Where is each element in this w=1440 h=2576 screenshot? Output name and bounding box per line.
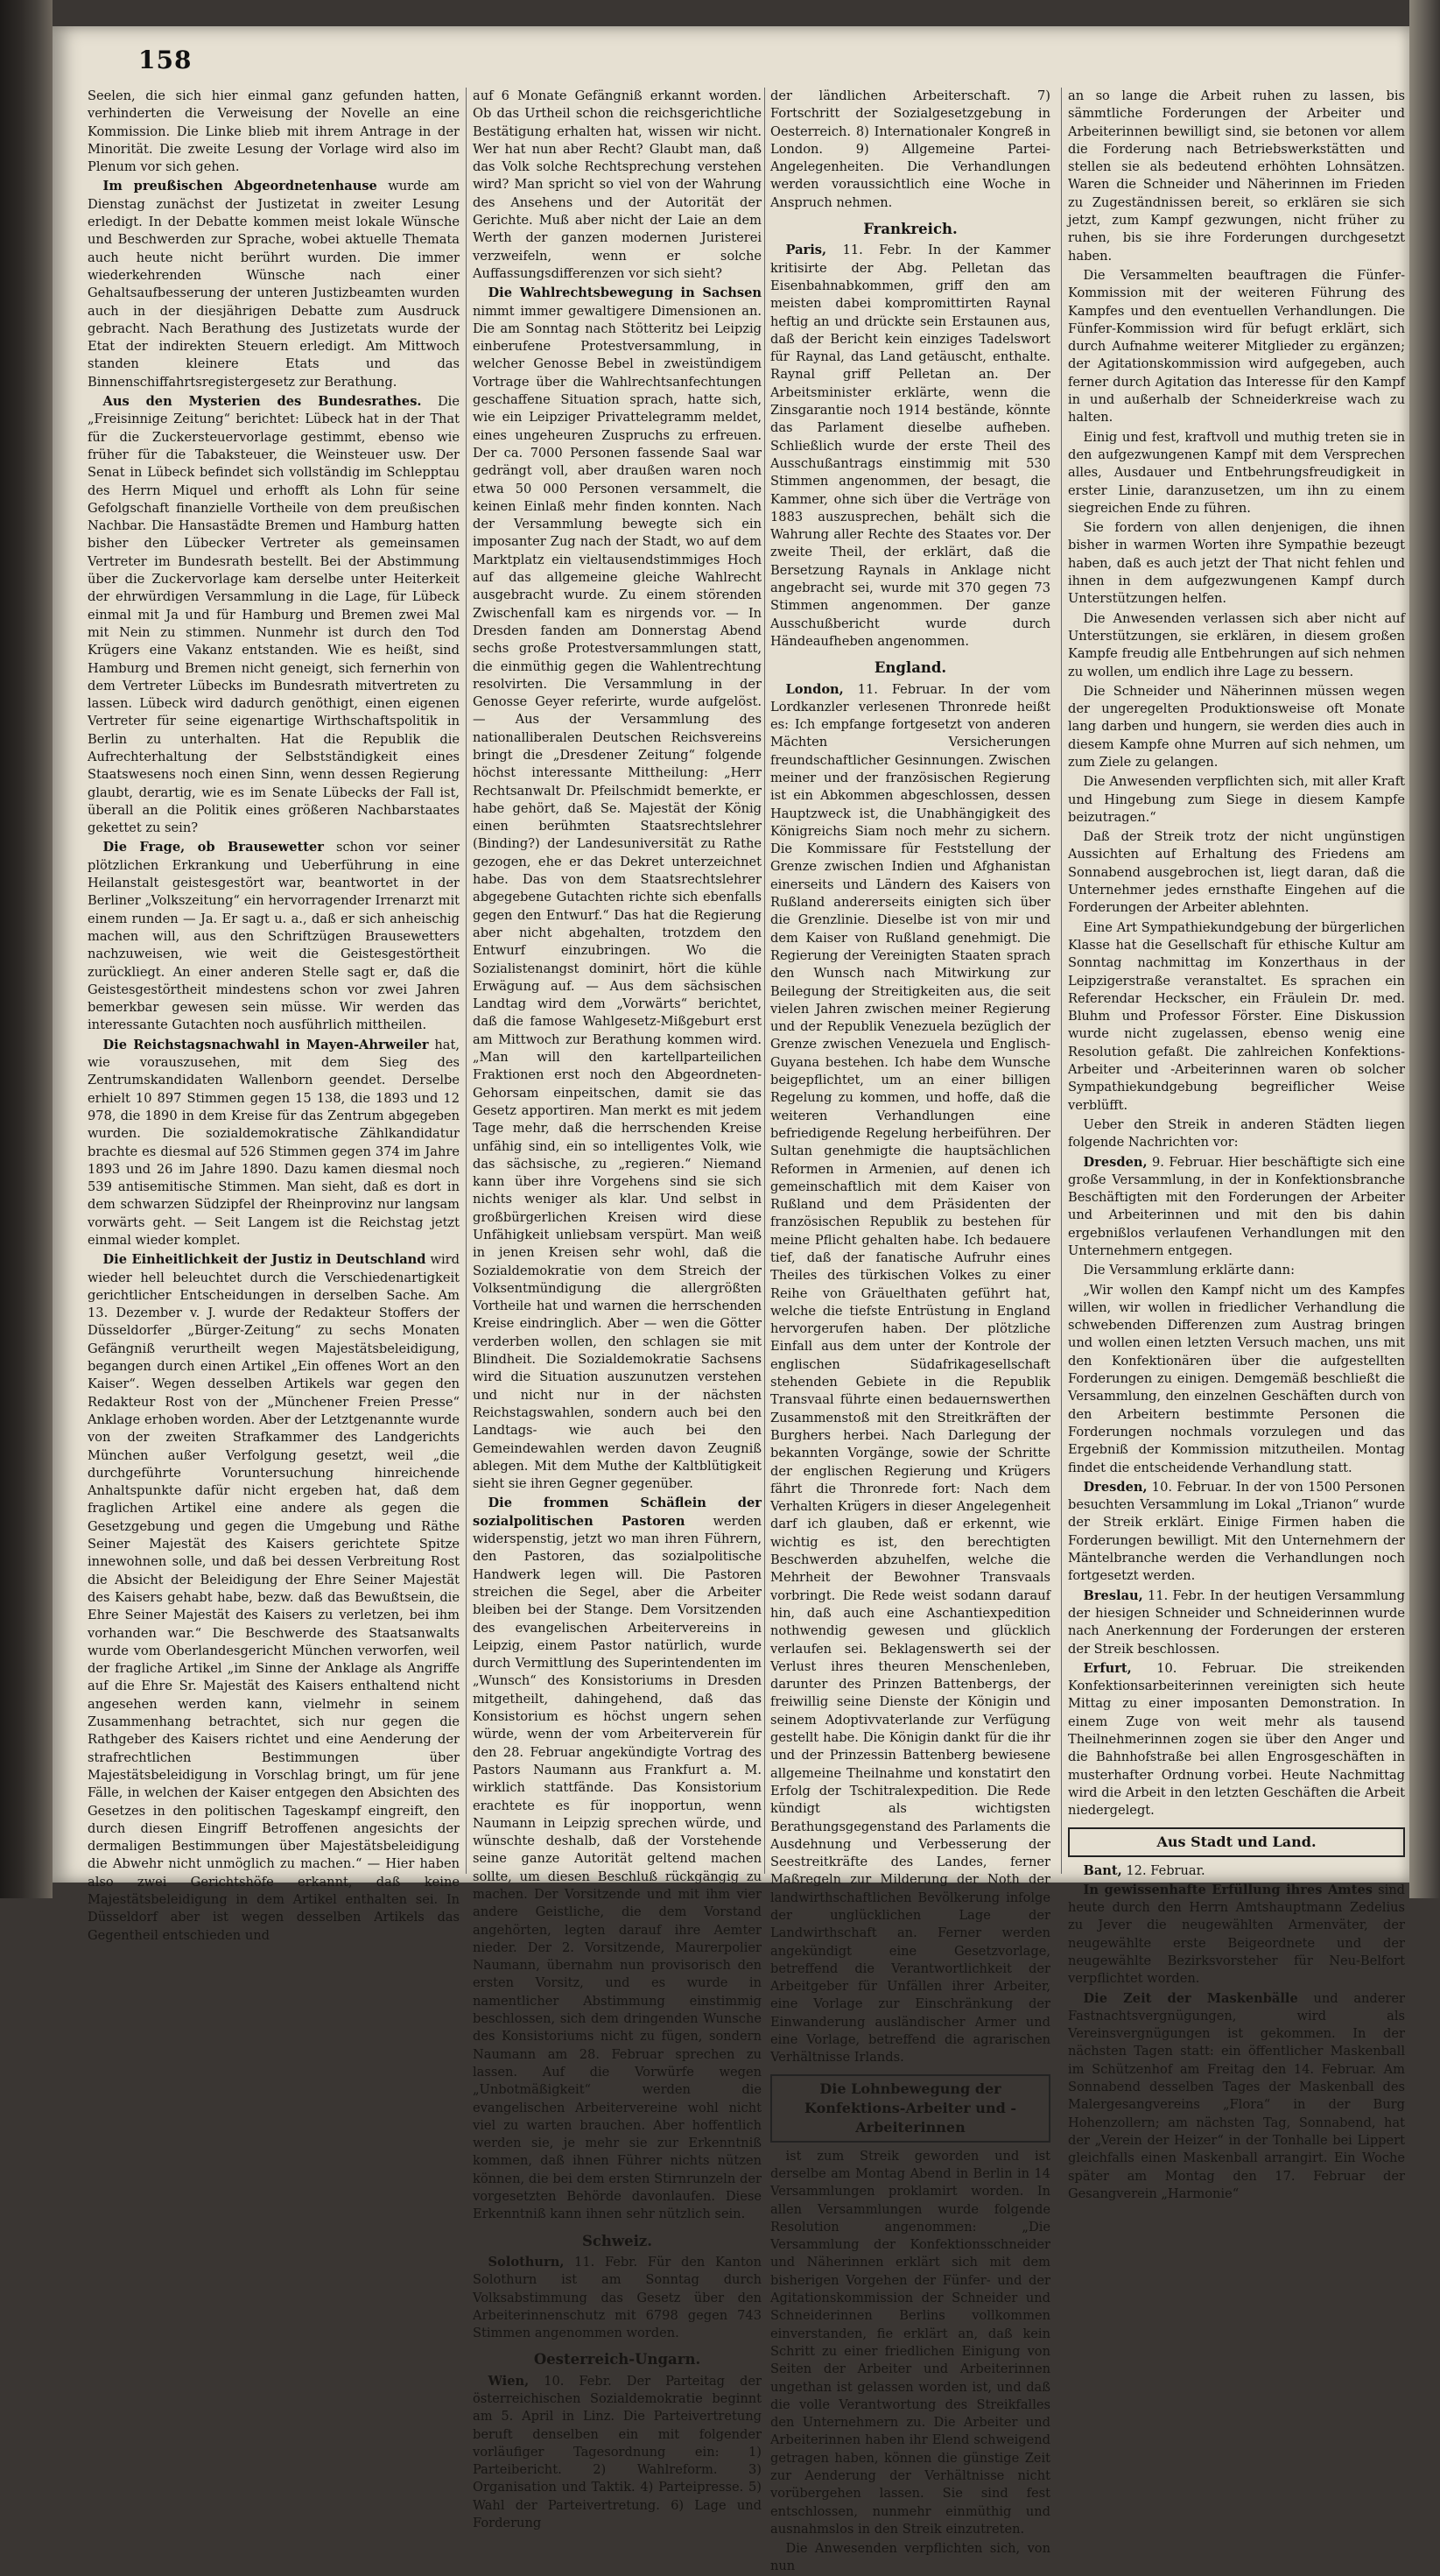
article-paragraph	[88, 88, 460, 176]
article-paragraph	[473, 88, 762, 283]
article-text: Die Versammlung erklärte dann:	[1083, 1263, 1295, 1278]
article-lead: Die Wahlrechtsbewegung in Sachsen	[488, 285, 762, 301]
column-rule	[466, 88, 467, 1874]
section-heading: Schweiz.	[581, 2232, 653, 2249]
article-lead: Wien,	[488, 2373, 530, 2389]
article-text: 10. Februar. In der von 1500 Personen besuchten Versammlung im Lokal „Trianon“ wurde der Streik erklärt. Einige Firmen haben die Forderungen bewilligt. Mit den Unternehmern der Mäntelbranche werden die Verhandlungen noch fortgesetzt werden.	[1068, 1479, 1405, 1584]
article-lead: Dresden,	[1083, 1479, 1148, 1495]
article-text: auf 6 Monate Gefängniß erkannt worden. Ob das Urtheil schon die reichsgerichtliche Bestätigung erhalten hat, wissen wir nicht. Wer hat nun aber Recht? Glaubt man, daß das Volk solche Rechtsprechung verstehen wird? Man spricht so viel von der Wahrung des Ansehens und der Autorität der Gerichte. Muß aber nicht der Laie an dem Werth der ganzen modernen Juristerei verzweifeln, wenn er solche Auffassungsdifferenzen vor sich sieht?	[473, 88, 762, 281]
article-text: Seelen, die sich hier einmal ganz gefunden hatten, verhinderten die Verweisung der Novelle an eine Kommission. Die Linke blieb mit ihrem Antrage in der Minorität. Die zweite Lesung der Vorlage wird also im Plenum vor sich gehen.	[88, 88, 460, 175]
article-lead: Dresden,	[1083, 1154, 1148, 1170]
article-text: Daß der Streik trotz der nicht ungünstigen Aussichten auf Erhaltung des Friedens am Sonnabend ausgebrochen ist, liegt daran, daß die Unternehmer jedes ernsthafte Eingehen auf die Forderungen der Arbeiter ablehnten.	[1068, 829, 1405, 916]
article-paragraph	[770, 681, 1050, 2067]
article-paragraph	[1068, 919, 1405, 1115]
article-paragraph	[1068, 429, 1405, 517]
article-paragraph	[770, 242, 1050, 651]
article-text: Die Schneider und Näherinnen müssen wegen der ungeregelten Produktionsweise oft Monate lang darben und hungern, sie werden dies auch in diesem Kampfe ohne Murren auf sich nehmen, um zum Ziele zu gelangen.	[1068, 683, 1405, 770]
article-paragraph	[88, 1251, 460, 1945]
article-lead: Erfurt,	[1083, 1660, 1132, 1676]
section-heading: England.	[874, 659, 947, 677]
article-lead: Bant,	[1083, 1862, 1122, 1878]
article-paragraph	[1068, 683, 1405, 771]
article-paragraph	[1068, 1282, 1405, 1477]
article-text: 9. Februar. Hier beschäftigte sich eine große Versammlung, in der in Konfektionsbranche Beschäftigten mit den Forderungen der Arbeiter und Arbeiterinnen und mit den bis dahin ergebnißlos verlaufenen Verhandlungen mit den Unternehmern entgegen.	[1068, 1154, 1406, 1258]
article-text: Sie fordern von allen denjenigen, die ihnen bisher in warmen Worten ihre Sympathie bezeugt haben, daß es auch jetzt der That nicht fehlen und ihnen in dem aufgezwungenen Kampf durch Unterstützungen helfen.	[1068, 520, 1405, 607]
article-paragraph	[1068, 519, 1405, 608]
article-paragraph	[1068, 1990, 1405, 2204]
article-text: 11. Februar. In der vom Lordkanzler verlesenen Thronrede heißt es: Ich empfange fortgesetzt von anderen Mächten Versicherungen freundschaftlicher Gesinnungen. Zwischen meiner und der französischen Regierung ist ein Abkommen abgeschlossen, dessen Hauptzweck ist, die Unabhängigkeit des Königreichs Siam noch mehr zu sichern. Die Kommissare für Feststellung der Grenze zwischen Indien und Afghanistan einerseits und Ländern des Kaisers von Rußland andererseits einigten sich über die Grenzlinie. Dieselbe ist von mir und dem Kaiser von Rußland genehmigt. Die Regierung der Vereinigten Staaten sprach den Wunsch nach Mitwirkung zur Beilegung der Streitigkeiten aus, die seit vielen Jahren zwischen meiner Regierung und der Republik Venezuela bezüglich der Grenze zwischen Venezuela und Englisch-Guyana bestehen. Ich habe dem Wunsche beigepflichtet, um an einer billigen Regelung zu kommen, und hoffe, daß die weiteren Verhandlungen eine befriedigende Regelung herbeiführen. Der Sultan genehmigte die hauptsächlichen Reformen in Armenien, auf denen ich gemeinschaftlich mit dem Kaiser von Rußland und dem Präsidenten der französischen Republik zu bestehen für meine Pflicht gehalten habe. Ich bedauere tief, daß der fanatische Aufruhr eines Theiles des türkischen Volkes zu einer Reihe von Gräuelthaten geführt hat, welche die tiefste Entrüstung in England hervorgerufen haben. Der plötzliche Einfall aus dem unter der Kontrole der englischen Südafrikagesellschaft stehenden Gebiete in die Republik Transvaal führte einen bedauernswerthen Zusammenstoß mit den Streitkräften der Burghers herbei. Nach Darlegung der bekannten Vorgänge, sowie der Schritte der englischen Regierung und Krügers fährt die Thronrede fort: Nach dem Verhalten Krügers in dieser Angelegenheit darf ich glauben, daß er erkennt, wie wichtig es ist, den berechtigten Beschwerden abzuhelfen, welche die Mehrheit der Bewohner Transvaals vorbringt. Die Rede weist sodann darauf hin, daß auch eine Aschantiexpedition nothwendig gewesen und glücklich verlaufen sei. Beklagenswerth sei der Verlust ihres theuren Menschenleben, darunter des Prinzen Battenbergs, der freiwillig seine Dienste der Königin und seinem Adoptivvaterlande zur Verfügung gestellt habe. Die Königin dankt für die ihr und der Prinzessin Battenberg bewiesene allgemeine Theilnahme und konstatirt den Erfolg der Tschitralexpedition. Die Rede kündigt als wichtigsten Berathungsgegenstand des Parlaments die Ausdehnung und Verbesserung der Seestreitkräfte des Landes, ferner Maßregeln zur Milderung der Noth der landwirthschaftlichen Bevölkerung infolge der unglücklichen Lage der Landwirthschaft an. Ferner werden angekündigt eine Gesetzvorlage, betreffend die Verantwortlichkeit der Arbeitgeber für Unfällen ihrer Arbeiter, eine Vorlage zur Einschränkung der Einwanderung ausländischer Armer und eine Vorlage, betreffend die agrarischen Verhältnisse Irlands.	[770, 681, 1050, 2066]
column-3	[770, 88, 1051, 2574]
article-lead: Die Einheitlichkeit der Justiz in Deutschland	[102, 1252, 426, 1268]
article-text: 10. Februar. Die streikenden Konfektionsarbeiterinnen vereinigten sich heute Mittag zu einer imposanten Demonstration. In einem Zuge von weit mehr als tausend Theilnehmerinnen zogen sie über den Anger und die Bahnhofstraße bei allen Engrosgeschäften in musterhafter Ordnung vorbei. Heute Nachmittag wird die Arbeit in den letzten Geschäften die Arbeit niedergelegt.	[1068, 1660, 1406, 1819]
article-text: werden widerspenstig, jetzt wo man ihren Führern, den Pastoren, das sozialpolitische Handwerk legen will. Die Pastoren streichen die Segel, aber die Arbeiter bleiben bei der Stange. Dem Vorsitzenden des evangelischen Arbeitervereins in Leipzig, einem Pastor natürlich, wurde durch Vermittlung des Superintendenten im „Wunsch“ des Konsistoriums in Dresden mitgetheilt, dahingehend, daß das Konsistorium es höchst ungern sehen würde, wenn der vom Arbeiterverein für den 28. Februar angekündigte Vortrag des Pastors Naumann aus Frankfurt a. M. wirklich stattfände. Das Konsistorium erachtete es für inopportun, wenn Naumann in Leipzig sprechen würde, und wünschte deshalb, daß der Vorstehende seine ganze Autorität geltend machen sollte, um diesen Beschluß rückgängig zu machen. Der Vorsitzende und mit ihm vier andere Geistliche, die dem Vorstand angehörten, legten darauf ihre Aemter nieder. Der 2. Vorsitzende, Maurerpolier Naumann, übernahm nun provisorisch den ersten Vorsitz, und es wurde in namentlicher Abstimmung einstimmig beschlossen, sich dem dringenden Wunsche des Konsistoriums nicht zu fügen, sondern Naumann am 28. Februar sprechen zu lassen. Auf die Vorwürfe wegen „Unbotmäßigkeit“ werden die evangelischen Arbeitervereine wohl nicht viel zu warten brauchen. Aber hoffentlich werden sie, je mehr sie zur Erkenntniß kommen, daß ihnen Führer nichts nützen können, die bei dem ersten Stirnrunzeln der vorgesetzten Behörde davonlaufen. Diese Erkenntniß kann ihnen sehr nützlich sein.	[473, 1513, 762, 2222]
column-2	[473, 88, 762, 2531]
book-spine	[0, 0, 53, 1898]
article-paragraph	[473, 285, 762, 1493]
article-text: 12. Februar.	[1126, 1862, 1205, 1878]
article-paragraph	[1068, 1154, 1405, 1261]
article-text: Die Versammelten beauftragen die Fünfer-Kommission mit der weiteren Führung des Kampfes und den eventuellen Verhandlungen. Die Fünfer-Kommission wird für befugt erklärt, sich durch Aufnahme weiterer Mitglieder zu ergänzen; der Agitationskommission wird aufgegeben, auch ferner durch Agitation das Interesse für den Kampf in und außerhalb der Schneiderkreise wach zu halten.	[1068, 267, 1405, 426]
article-text: Die Anwesenden verpflichten sich, mit aller Kraft und Hingebung zum Siege in diesem Kampfe beizutragen.“	[1068, 774, 1405, 825]
article-text: 11. Febr. In der heutigen Versammlung der hiesigen Schneider und Schneiderinnen wurde nach Anerkennung der Forderungen der ersteren der Streik beschlossen.	[1068, 1587, 1406, 1657]
article-lead: Aus den Mysterien des Bundesrathes.	[102, 394, 422, 410]
article-text: und anderer Fastnachtsvergnügungen, wird als Vereinsvergnügungen ist gekommen. In der nächsten Tagen statt: ein öffentlicher Maskenball im Schützenhof am Freitag den 14. Februar. Am Sonnabend desselben Tages der Maskenball des Malergesangvereins „Flora“ in der Burg Hohenzollern; am nächsten Tag, Sonnabend, hat der „Verein der Heizer“ in der Tonhalle bei Lippert gleichfalls einen Maskenball arrangirt. Ein Woche später am Montag den 17. Februar der Gesangverein „Harmonie“	[1068, 1990, 1405, 2201]
article-paragraph	[770, 2540, 1050, 2576]
article-paragraph	[770, 88, 1050, 212]
article-lead: Breslau,	[1083, 1587, 1143, 1603]
article-paragraph	[88, 178, 460, 391]
article-paragraph	[1068, 1116, 1405, 1152]
article-paragraph	[88, 393, 460, 837]
article-paragraph	[1068, 1479, 1405, 1586]
article-lead: Im preußischen Abgeordnetenhause	[102, 179, 377, 194]
column-rule	[1061, 88, 1062, 1874]
article-text: ist zum Streik geworden und ist derselbe am Montag Abend in Berlin in 14 Versammlungen proklamirt worden. In allen Versammlungen wurde folgende Resolution angenommen: „Die Versammlung der Konfektionsschneider und Näherinnen erklärt sich mit dem bisherigen Vorgehen der Fünfer- und der Agitationskommission der Schneider und Schneiderinnen Berlins vollkommen einverstanden, fie erklärt an, daß kein Schritt zu einer friedlichen Einigung von Seiten der Arbeiter und Arbeiterinnen ungethan ist gelassen worden ist, und daß die volle Verantwortung des Streikfalles den Unternehmern zu. Die Arbeiter und Arbeiterinnen haben ihr Elend schweigend getragen haben, können die günstige Zeit zur Aenderung der Verhältnisse nicht vorübergehen lassen. Sie sind fest entschlossen, nunmehr einmüthig und ausnahmslos in den Streik einzutreten.	[770, 2148, 1050, 2537]
article-paragraph	[88, 1037, 460, 1250]
article-lead: In gewissenhafte Erfüllung ihres Amtes	[1083, 1882, 1373, 1897]
article-lead: Solothurn,	[488, 2254, 565, 2270]
article-paragraph	[473, 1495, 762, 2223]
article-paragraph	[1068, 267, 1405, 427]
article-text: Ueber den Streik in anderen Städten liegen folgende Nachrichten vor:	[1068, 1116, 1405, 1151]
article-text: der ländlichen Arbeiterschaft. 7) Fortschritt der Sozialgesetzgebung in Oesterreich. 8) Internationaler Kongreß in London. 9) Allgemeine Partei-Angelegenheiten. Die Verhandlungen werden voraussichtlich eine Woche in Anspruch nehmen.	[770, 88, 1050, 210]
column-4	[1068, 88, 1406, 2201]
article-lead: Die Reichstagsnachwahl in Mayen-Ahrweiler	[102, 1037, 429, 1052]
article-lead: Die Zeit der Maskenbälle	[1083, 1990, 1298, 2006]
article-text: Die Anwesenden verlassen sich aber nicht auf Unterstützungen, sie erklären, in diesem großen Kampfe freudig alle Entbehrungen auf sich nehmen zu wollen, um endlich ihre Lage zu bessern.	[1068, 610, 1405, 679]
article-paragraph	[1068, 1262, 1405, 1279]
article-text: wurde am Dienstag zunächst der Justizetat in zweiter Lesung erledigt. In der Debatte kommen meist lokale Wünsche und Beschwerden zur Sprache, wobei aktuelle Themata auch heute nicht berührt wurden. Die immer wiederkehrenden Wünsche nach einer Gehaltsaufbesserung der unteren Justizbeamten wurden auch in der diesjährigen Debatte zum Ausdruck gebracht. Nach Berathung des Justizetats wurde der Etat der indirekten Steuern erledigt. Am Mittwoch standen kleinere Etats und das Binnenschiffahrtsregistergesetz zur Berathung.	[88, 179, 460, 390]
article-text: 10. Febr. Der Parteitag der österreichischen Sozialdemokratie beginnt am 5. April in Linz. Die Parteivertretung beruft denselben ein mit folgender vorläufiger Tagesordnung ein: 1) Parteibericht. 2) Wahlreform. 3) Organisation und Taktik. 4) Parteipresse. 5) Wahl der Parteivertretung. 6) Lage und Forderung	[473, 2373, 762, 2531]
article-paragraph	[1068, 773, 1405, 827]
section-heading-box: Aus Stadt und Land.	[1068, 1827, 1405, 1857]
article-lead: Die frommen Schäflein der sozialpolitischen Pastoren	[473, 1496, 762, 1529]
article-paragraph	[1068, 1862, 1405, 1880]
column-1	[88, 88, 460, 1943]
article-paragraph	[473, 2254, 762, 2342]
article-paragraph	[770, 2148, 1050, 2539]
article-lead: Paris,	[785, 243, 827, 258]
article-paragraph	[473, 2373, 762, 2533]
article-text: sind heute durch den Herrn Amtshauptmann Zedelius zu Jever die neugewählten Armenväter, der neugewählte erste Beigeordnete und der neugewählte Bezirksvorsteher für Neu-Belfort verpflichtet worden.	[1068, 1882, 1405, 1987]
article-lead: Die Frage, ob Brausewetter	[102, 840, 324, 855]
article-text: 11. Febr. In der Kammer kritisirte der Abg. Pelletan das Eisenbahnabkommen, griff den am meisten dabei kompromittirten Raynal heftig an und drückte sein Erstaunen aus, daß der Bericht kein einziges Tadelswort für Raynal, das Land getäuscht, enthalte. Raynal griff Pelletan an. Der Arbeitsminister erklärte, wenn die Zinsgarantie noch 1914 bestände, könnte das Parlament dieselbe aufheben. Schließlich wurde der erste Theil des Ausschußantrags einstimmig mit 530 Stimmen angenommen, der besagt, die Kammer, ohne sich über die Verträge von 1883 auszusprechen, behält sich die Wahrung aller Rechte des Staates vor. Der zweite Theil, der erklärt, daß die Bersetzung Raynals in Anklage nicht angebracht sei, wurde mit 370 gegen 73 Stimmen angenommen. Der ganze Ausschußbericht wurde durch Händeaufheben angenommen.	[770, 243, 1051, 649]
article-lead: London,	[785, 681, 844, 697]
article-paragraph	[1068, 1882, 1405, 1988]
article-text: „Wir wollen den Kampf nicht um des Kampfes willen, wir wollen in friedlicher Verhandlung die schwebenden Differenzen zum Austrag bringen und wollen einen letzten Versuch machen, uns mit den Konfektionären über die aufgestellten Forderungen zu einigen. Demgemäß beschließt die Versammlung, den einzelnen Geschäften durch von den Arbeitern bestimmte Personen die Forderungen nochmals vorzulegen und das Ergebniß der Kommission mitzutheilen. Montag findet die entscheidende Verhandlung statt.	[1068, 1282, 1405, 1475]
page-edge	[1409, 0, 1440, 1898]
section-heading: Frankreich.	[863, 221, 958, 238]
article-text: Die Anwesenden verpflichten sich, von nun	[770, 2541, 1050, 2574]
article-paragraph	[88, 839, 460, 1034]
article-paragraph	[1068, 1660, 1405, 1820]
article-text: Einig und fest, kraftvoll und muthig treten sie in den aufgezwungenen Kampf mit dem Versprechen alles, Ausdauer und Entbehrungsfreudigkeit in erster Linie, daranzusetzen, um ihn zu einem siegreichen Ende zu führen.	[1068, 429, 1405, 516]
section-heading-box: Die Lohnbewegung der Konfektions-Arbeiter und -Arbeiterinnen	[770, 2074, 1050, 2143]
article-paragraph	[1068, 828, 1405, 917]
section-heading: Oesterreich-Ungarn.	[533, 2351, 701, 2368]
article-text: Die „Freisinnige Zeitung“ berichtet: Lübeck hat in der That für die Zuckersteuervorlage gestimmt, ebenso wie früher für die Tabaksteuer, die Weinsteuer usw. Der Senat in Lübeck befindet sich vollständig im Schlepptau des Herrn Miquel und erhofft als Lohn für seine Gefolgschaft finanzielle Vortheile von dem preußischen Nachbar. Die Hansastädte Bremen und Hamburg hatten bisher den Lübecker Vertreter als gemeinsamen Vertreter im Bundesrath bestellt. Bei der Abstimmung über die Zuckervorlage kam derselbe unter Heiterkeit der ehrwürdigen Versammlung in die Lage, für Lübeck einmal mit Ja und für Hamburg und Bremen zwei Mal mit Nein zu stimmen. Nunmehr ist durch den Tod Krügers eine Vakanz entstanden. Wie es heißt, sind Hamburg und Bremen nicht geneigt, sich fernerhin von dem Vertreter Lübecks im Bundesrath mitvertreten zu lassen. Lübeck wird dadurch genöthigt, einen eigenen Vertreter für seine eigenartige Wirthschaftspolitik in Berlin zu unterhalten. Hat die Republik die Aufrechterhaltung der Selbstständigkeit eines Staatswesens noch einen Sinn, wenn dessen Regierung glaubt, derartig, wie es im Senate Lübecks der Fall ist, überall an die Politik eines größeren Nachbarstaates gekettet zu sein?	[88, 394, 460, 836]
article-text: hat, wie vorauszusehen, mit dem Sieg des Zentrumskandidaten Wallenborn geendet. Derselbe erhielt 10 897 Stimmen gegen 15 138, die 1893 und 12 978, die 1890 in dem Kreise für das Zentrum abgegeben wurden. Die sozialdemokratische Zählkandidatur brachte es diesmal auf 526 Stimmen gegen 374 im Jahre 1893 und 26 im Jahre 1890. Dazu kamen diesmal noch 539 antisemitische Stimmen. Man sieht, daß es dort in dem schwarzen Südzipfel der Rheinprovinz nur langsam vorwärts geht. — Seit Langem ist die Reichstag jetzt einmal wieder komplet.	[88, 1037, 460, 1248]
article-paragraph	[1068, 88, 1405, 265]
article-text: Eine Art Sympathiekundgebung der bürgerlichen Klasse hat die Gesellschaft für ethische Kultur am Sonntag nachmittag im Konzerthaus in der Leipzigerstraße veranstaltet. Es sprachen ein Referendar Heckscher, ein Fräulein Dr. med. Bluhm und Professor Förster. Eine Diskussion wurde nicht zugelassen, ebenso wenig eine Resolution gefaßt. Die zahlreichen Konfektions-Arbeiter und -Arbeiterinnen waren ob solcher Sympathiekundgebung begreiflicher Weise verblüfft.	[1068, 919, 1405, 1113]
column-rule	[764, 88, 765, 1874]
article-text: an so lange die Arbeit ruhen zu lassen, bis sämmtliche Forderungen der Arbeiter und Arbeiterinnen bewilligt sind, sie betonen vor allem die Forderung nach Betriebswerkstätten und stellen sie als bedeutend erhöhten Lohnsätzen. Waren die Schneider und Näherinnen im Frieden zu Zugeständnissen bereit, so erklären sie sich jetzt, zum Kampf gezwungen, nicht früher zu ruhen, bis sie ihre Forderungen durchgesetzt haben.	[1068, 88, 1405, 264]
article-text: nimmt immer gewaltigere Dimensionen an. Die am Sonntag nach Stötteritz bei Leipzig einberufene Protestversammlung, in welcher Genosse Bebel in zweistündigem Vortrage über die Wahlrechtsanfechtungen geschaffene Situation sprach, hatte sich, wie ein Leipziger Privattelegramm meldet, eines ungeheuren Zuspruchs zu erfreuen. Der ca. 7000 Personen fassende Saal war gedrängt voll, aber draußen waren noch etwa 50 000 Personen versammelt, die keinen Einlaß mehr finden konnten. Nach der Versammlung bewegte sich ein imposanter Zug nach der Stadt, wo auf dem Marktplatz ein vieltausendstimmiges Hoch auf das allgemeine gleiche Wahlrecht ausgebracht wurde. Zu einem störenden Zwischenfall kam es nirgends vor. — In Dresden fanden am Donnerstag Abend sechs große Protestversammlungen statt, die einmüthig gegen die Wahlentrechtung resolvirten. Die Versammlung in der Genosse Geyer referirte, wurde aufgelöst. — Aus der Versammlung des nationalliberalen Deutschen Reichsvereins bringt die „Dresdener Zeitung“ folgende höchst interessante Mittheilung: „Herr Rechtsanwalt Dr. Pfeilschmidt bemerkte, er habe gehört, daß Se. Majestät der König einen berühmten Staatsrechtslehrer (Binding?) der Landesuniversität zu Rathe gezogen, ehe er das Dekret unterzeichnet habe. Das von dem Staatsrechtslehrer abgegebene Gutachten richte sich ebenfalls gegen den Entwurf.“ Das hat die Regierung aber nicht abgehalten, trotzdem den Entwurf einzubringen. Wo die Sozialistenangst dominirt, hört die kühle Erwägung auf. — Aus dem sächsischen Landtag wird dem „Vorwärts“ berichtet, daß die famose Wahlgesetz-Mißgeburt erst am Mittwoch zur Berathung kommen wird. „Man will den kartellparteilichen Fraktionen erst noch den Abgeordneten-Gehorsam einpeitschen, damit sie das Gesetz apportiren. Man merkt es mit jedem Tage mehr, daß die herrschenden Kreise unfähig sind, ein so intelligentes Volk, wie das sächsische, zu „regieren.“ Niemand kann über ihre Vorgehens sind sie sich nichts weniger als klar. Und selbst in großbürgerlichen Kreisen wird diese Unfähigkeit unliebsam verspürt. Man weiß in jenen Kreisen sehr wohl, daß die Sozialdemokratie von dem Streich der Volksentmündigung die allergrößten Vortheile hat und warnen die herrschenden Kreise eindringlich. Aber — wen die Götter verderben wollen, den schlagen sie mit Blindheit. Die Sozialdemokratie Sachsens wird die Situation auszunutzen verstehen und nicht nur in der nächsten Reichstagswahlen, sondern auch bei den Landtags- wie auch bei den Gemeindewahlen werden davon Zeugniß ablegen. Mit dem Muthe der Kaltblütigkeit sieht sie ihren Gegner gegenüber.	[473, 303, 762, 1492]
article-text: schon vor seiner plötzlichen Erkrankung und Ueberführung in eine Heilanstalt geistesgestört war, beantwortet in der Berliner „Volkszeitung“ ein hervorragender Irrenarzt mit einem runden — Ja. Er sagt u. a., daß er sich anheischig machen will, aus den Schriftzügen Brausewetters nachzuweisen, wie weit die Geistesgestörtheit zurückliegt. An einer anderen Stelle sagt er, daß die Geistesgestörtheit mindestens schon vor zwei Jahren bemerkbar gewesen sein müsse. Wir werden das interessante Gutachten noch ausführlich mittheilen.	[88, 840, 460, 1033]
page-number: 158	[138, 46, 193, 74]
article-text: wird wieder hell beleuchtet durch die Verschiedenartigkeit gerichtlicher Entscheidungen in derselben Sache. Am 13. Dezember v. J. wurde der Redakteur Stoffers der Düsseldorfer „Bürger-Zeitung“ zu sechs Monaten Gefängniß verurtheilt wegen Majestätsbeleidigung, begangen durch einen Artikel „Ein offenes Wort an den Kaiser“. Wegen desselben Artikels war gegen den Redakteur Rost von der „Münchener Freien Presse“ Anklage erhoben worden. Aber der Letztgenannte wurde von der zweiten Strafkammer des Landgerichts München außer Verfolgung gesetzt, weil „die durchgeführte Voruntersuchung hinreichende Anhaltspunkte dafür nicht ergeben hat, daß dem fraglichen Artikel eine andere als gegen die Gesetzgebung und gegen die Umgebung und Räthe Seiner Majestät des Kaisers gerichtete Spitze innewohnen solle, und daß bei dessen Verbreitung Rost die Absicht der Beleidigung der Ehre Seiner Majestät des Kaisers gehabt habe, bezw. daß das Bewußtsein, die Ehre Seiner Majestät des Kaisers zu verletzen, bei ihm vorhanden war.“ Die Beschwerde des Staatsanwalts wurde vom Oberlandesgericht München verworfen, weil der fragliche Artikel „im Sinne der Anklage als Angriffe auf die Ehre Sr. Majestät des Kaisers enthaltend nicht angesehen werden kann, vielmehr in seinem Zusammenhang betrachtet, sich nur gegen die Rathgeber des Kaisers richtet und eine Aenderung der strafrechtlichen Bestimmungen über Majestätsbeleidigung in Vorschlag bringt, um für jene Fälle, in welchen der Kaiser entgegen den Absichten des Gesetzes in den politischen Tageskampf eingreift, den durch diesen Eingriff Betroffenen angesichts der dermaligen Bestimmungen über Majestätsbeleidigung die Abwehr nicht unmöglich zu machen.“ — Hier haben also zwei Gerichtshöfe erkannt, daß keine Majestätsbeleidigung in dem Artikel enthalten sei. In Düsseldorf aber ist wegen desselben Artikels das Gegentheil entschieden und	[88, 1252, 460, 1943]
article-text: 11. Febr. Für den Kanton Solothurn ist am Sonntag durch Volksabstimmung das Gesetz über den Arbeiterinnenschutz mit 6798 gegen 743 Stimmen angenommen worden.	[473, 2254, 762, 2341]
article-paragraph	[1068, 610, 1405, 681]
article-paragraph	[1068, 1587, 1405, 1658]
